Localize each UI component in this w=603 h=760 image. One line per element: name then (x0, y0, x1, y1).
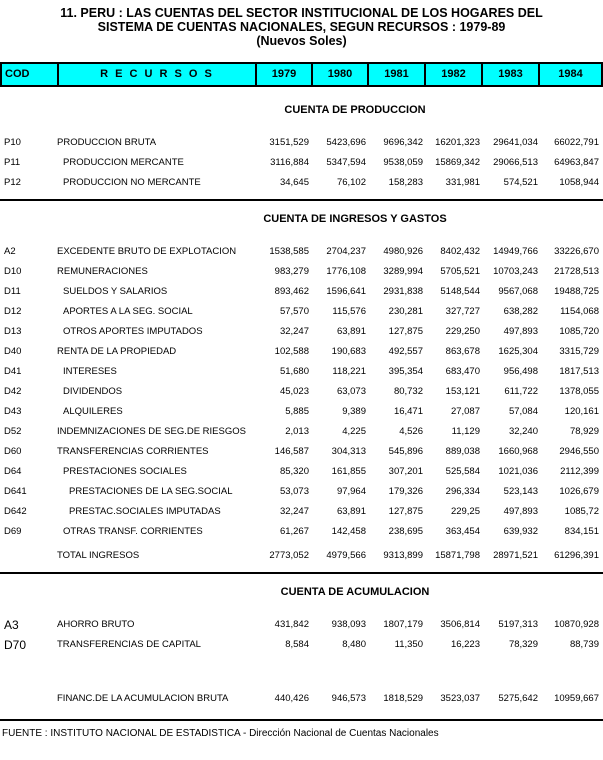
row-value-1980: 76,102 (336, 177, 366, 188)
row-label: DIVIDENDOS (63, 386, 123, 397)
row-value-1981: 238,695 (388, 526, 423, 537)
row-value-1981: 3289,994 (383, 266, 423, 277)
row-value-1983: 10703,243 (493, 266, 538, 277)
row-code: D43 (4, 406, 22, 417)
row-value-1982: 5148,544 (440, 286, 480, 297)
row-code: D40 (4, 346, 22, 357)
row-value-1980: 97,964 (336, 486, 366, 497)
row-code: D41 (4, 366, 22, 377)
row-value-1981: 230,281 (388, 306, 423, 317)
row-value-1983: 639,932 (503, 526, 538, 537)
column-header-1979: 1979 (255, 64, 311, 85)
row-value-1979: 983,279 (274, 266, 309, 277)
column-header-cod: COD (5, 68, 30, 80)
row-value-1981: 395,354 (388, 366, 423, 377)
row-label: RENTA DE LA PROPIEDAD (57, 346, 177, 357)
row-value-1983: 1625,304 (498, 346, 538, 357)
row-code: D70 (4, 638, 27, 652)
row-value-1981: 127,875 (388, 326, 423, 337)
row-label: OTROS APORTES IMPUTADOS (63, 326, 203, 337)
row-value-1982: 683,470 (445, 366, 480, 377)
table-row (0, 522, 603, 542)
row-value-1984: 88,739 (569, 639, 599, 650)
table-row (0, 133, 603, 153)
row-value-1983: 956,498 (503, 366, 538, 377)
row-code: D52 (4, 426, 22, 437)
row-value-1984: 834,151 (564, 526, 599, 537)
row-label: OTRAS TRANSF. CORRIENTES (63, 526, 203, 537)
table-row (0, 546, 603, 566)
row-value-1980: 1776,108 (326, 266, 366, 277)
row-value-1981: 9538,059 (383, 157, 423, 168)
row-label: INDEMNIZACIONES DE SEG.DE RIESGOS (57, 426, 246, 437)
row-value-1979: 5,885 (285, 406, 309, 417)
row-value-1983: 497,893 (503, 326, 538, 337)
row-label: INTERESES (63, 366, 117, 377)
row-label: PRESTACIONES SOCIALES (63, 466, 187, 477)
row-value-1982: 11,129 (451, 426, 480, 437)
row-code: D12 (4, 306, 22, 317)
row-code: P10 (4, 137, 21, 148)
row-value-1982: 5705,521 (440, 266, 480, 277)
row-value-1979: 45,023 (279, 386, 309, 397)
row-value-1979: 34,645 (279, 177, 309, 188)
row-value-1983: 78,329 (508, 639, 538, 650)
table-row (0, 342, 603, 362)
row-code: D60 (4, 446, 22, 457)
row-value-1981: 1818,529 (383, 693, 423, 704)
row-value-1984: 33226,670 (554, 246, 599, 257)
table-row (0, 302, 603, 322)
section-heading: CUENTA DE ACUMULACION (280, 586, 430, 598)
table-row (0, 482, 603, 502)
table-body (0, 104, 603, 709)
section-heading: CUENTA DE PRODUCCION (284, 104, 426, 116)
row-code: P11 (4, 157, 21, 168)
row-value-1982: 363,454 (445, 526, 480, 537)
row-value-1984: 10959,667 (554, 693, 599, 704)
column-header-1982: 1982 (424, 64, 481, 85)
row-value-1982: 27,087 (450, 406, 480, 417)
row-value-1979: 2773,052 (269, 550, 309, 561)
row-code: D641 (4, 486, 27, 497)
table-row (0, 689, 603, 709)
row-value-1983: 5197,313 (498, 619, 538, 630)
row-value-1981: 1807,179 (383, 619, 423, 630)
row-value-1984: 3315,729 (559, 346, 599, 357)
row-value-1983: 57,084 (508, 406, 538, 417)
row-value-1979: 3151,529 (269, 137, 309, 148)
row-value-1979: 32,247 (279, 506, 309, 517)
row-value-1984: 1085,72 (564, 506, 599, 517)
row-value-1984: 2946,550 (559, 446, 599, 457)
row-value-1983: 29641,034 (493, 137, 538, 148)
footer-divider-line (0, 719, 603, 721)
row-value-1980: 4979,566 (326, 550, 366, 561)
table-row (0, 615, 603, 635)
column-header-recursos: R E C U R S O S (57, 64, 255, 85)
row-label: ALQUILERES (63, 406, 123, 417)
row-label: AHORRO BRUTO (57, 619, 135, 630)
table-row (0, 462, 603, 482)
row-value-1980: 190,683 (331, 346, 366, 357)
row-value-1980: 8,480 (342, 639, 366, 650)
row-value-1981: 307,201 (388, 466, 423, 477)
row-value-1979: 2,013 (285, 426, 309, 437)
row-value-1984: 1085,720 (559, 326, 599, 337)
table-row (0, 282, 603, 302)
row-value-1984: 1058,944 (559, 177, 599, 188)
row-value-1981: 158,283 (388, 177, 423, 188)
table-row (0, 635, 603, 655)
row-value-1979: 85,320 (279, 466, 309, 477)
row-value-1979: 102,588 (274, 346, 309, 357)
row-value-1984: 64963,847 (554, 157, 599, 168)
row-value-1979: 893,462 (274, 286, 309, 297)
row-code: A3 (4, 618, 19, 632)
row-value-1984: 1026,679 (559, 486, 599, 497)
divider-line (0, 199, 603, 201)
row-value-1984: 120,161 (564, 406, 599, 417)
row-value-1979: 146,587 (274, 446, 309, 457)
table-row (0, 442, 603, 462)
row-value-1982: 15871,798 (435, 550, 480, 561)
row-code: D13 (4, 326, 22, 337)
row-value-1980: 5347,594 (326, 157, 366, 168)
title-line-1: 11. PERU : LAS CUENTAS DEL SECTOR INSTITUCIONAL DE LOS HOGARES DEL (60, 6, 543, 20)
row-value-1981: 2931,838 (383, 286, 423, 297)
row-label: EXCEDENTE BRUTO DE EXPLOTACION (57, 246, 237, 257)
row-value-1980: 118,221 (332, 366, 366, 377)
row-value-1979: 57,570 (279, 306, 309, 317)
row-value-1982: 889,038 (445, 446, 480, 457)
row-value-1979: 8,584 (285, 639, 309, 650)
row-value-1980: 304,313 (331, 446, 366, 457)
row-code: D642 (4, 506, 27, 517)
row-value-1981: 16,471 (393, 406, 423, 417)
row-value-1983: 28971,521 (493, 550, 538, 561)
row-label: APORTES A LA SEG. SOCIAL (63, 306, 193, 317)
row-label: PRESTAC.SOCIALES IMPUTADAS (69, 506, 221, 517)
row-label: TRANSFERENCIAS DE CAPITAL (57, 639, 201, 650)
row-value-1984: 61296,391 (554, 550, 599, 561)
row-value-1981: 9313,899 (383, 550, 423, 561)
spacer (0, 655, 603, 689)
row-value-1983: 32,240 (508, 426, 538, 437)
row-value-1980: 1596,641 (326, 286, 366, 297)
row-code: D10 (4, 266, 22, 277)
table-row (0, 262, 603, 282)
row-value-1983: 1021,036 (498, 466, 538, 477)
row-value-1979: 3116,884 (270, 157, 309, 168)
row-value-1982: 16,223 (450, 639, 480, 650)
row-value-1980: 63,073 (336, 386, 366, 397)
row-value-1982: 863,678 (445, 346, 480, 357)
table-row (0, 502, 603, 522)
column-header-1981: 1981 (367, 64, 424, 85)
row-value-1980: 2704,237 (326, 246, 366, 257)
row-label: PRODUCCION NO MERCANTE (63, 177, 201, 188)
row-value-1983: 574,521 (503, 177, 538, 188)
row-value-1980: 63,891 (336, 506, 366, 517)
table-row (0, 402, 603, 422)
title-line-2: SISTEMA DE CUENTAS NACIONALES, SEGUN RECURSOS : 1979-89 (97, 20, 506, 34)
row-value-1981: 9696,342 (383, 137, 423, 148)
row-code: D42 (4, 386, 22, 397)
divider-line (0, 572, 603, 574)
row-label: PRODUCCION MERCANTE (63, 157, 184, 168)
row-value-1982: 331,981 (445, 177, 480, 188)
row-value-1980: 63,891 (336, 326, 366, 337)
row-value-1984: 1378,055 (559, 386, 599, 397)
row-code: D11 (4, 286, 21, 297)
row-value-1979: 32,247 (279, 326, 309, 337)
row-value-1983: 14949,766 (493, 246, 538, 257)
row-value-1980: 115,576 (332, 306, 366, 317)
row-value-1984: 21728,513 (554, 266, 599, 277)
document-title (0, 6, 603, 48)
row-value-1981: 4,526 (399, 426, 423, 437)
row-value-1982: 8402,432 (440, 246, 480, 257)
table-row (0, 362, 603, 382)
row-value-1980: 161,855 (331, 466, 366, 477)
row-value-1980: 4,225 (342, 426, 366, 437)
row-value-1979: 440,426 (274, 693, 309, 704)
row-value-1984: 10870,928 (554, 619, 599, 630)
row-value-1979: 61,267 (279, 526, 309, 537)
row-value-1982: 229,250 (445, 326, 480, 337)
row-label: TOTAL INGRESOS (57, 550, 140, 561)
row-value-1981: 11,350 (394, 639, 423, 650)
row-value-1981: 179,326 (388, 486, 423, 497)
row-value-1984: 1154,068 (560, 306, 599, 317)
row-value-1982: 16201,323 (435, 137, 480, 148)
row-value-1979: 53,073 (279, 486, 309, 497)
source-note: FUENTE : INSTITUTO NACIONAL DE ESTADISTICA - Dirección Nacional de Cuentas Nacionales (2, 728, 439, 739)
row-value-1982: 3523,037 (440, 693, 480, 704)
row-code: D64 (4, 466, 22, 477)
row-label: REMUNERACIONES (57, 266, 148, 277)
row-value-1981: 492,557 (388, 346, 423, 357)
table-row (0, 382, 603, 402)
row-value-1982: 3506,814 (440, 619, 480, 630)
row-value-1979: 431,842 (274, 619, 309, 630)
row-value-1983: 638,282 (503, 306, 538, 317)
column-header-1984: 1984 (538, 64, 601, 85)
section-heading: CUENTA DE INGRESOS Y GASTOS (263, 213, 447, 225)
row-code: A2 (4, 246, 16, 257)
table-header-row (0, 62, 603, 87)
table-row (0, 153, 603, 173)
row-value-1982: 153,121 (445, 386, 480, 397)
row-value-1983: 523,143 (503, 486, 538, 497)
row-value-1980: 9,389 (342, 406, 366, 417)
row-value-1981: 127,875 (388, 506, 423, 517)
row-value-1984: 19488,725 (554, 286, 599, 297)
row-value-1982: 229,25 (450, 506, 480, 517)
row-value-1982: 525,584 (445, 466, 480, 477)
row-label: TRANSFERENCIAS CORRIENTES (57, 446, 209, 457)
row-value-1981: 80,732 (393, 386, 423, 397)
row-code: P12 (4, 177, 21, 188)
title-line-3: (Nuevos Soles) (256, 34, 347, 48)
row-value-1979: 1538,585 (269, 246, 309, 257)
row-value-1983: 1660,968 (498, 446, 538, 457)
row-value-1980: 946,573 (331, 693, 366, 704)
row-value-1983: 497,893 (503, 506, 538, 517)
row-value-1983: 9567,068 (498, 286, 538, 297)
row-value-1984: 66022,791 (554, 137, 599, 148)
row-value-1979: 51,680 (279, 366, 309, 377)
row-label: PRESTACIONES DE LA SEG.SOCIAL (69, 486, 233, 497)
row-value-1983: 29066,513 (493, 157, 538, 168)
row-value-1983: 5275,642 (498, 693, 538, 704)
row-value-1980: 938,093 (331, 619, 366, 630)
row-value-1982: 327,727 (445, 306, 480, 317)
row-code: D69 (4, 526, 22, 537)
column-header-1980: 1980 (311, 64, 367, 85)
column-header-1983: 1983 (481, 64, 538, 85)
table-row (0, 322, 603, 342)
row-label: PRODUCCION BRUTA (57, 137, 157, 148)
row-value-1980: 142,458 (331, 526, 366, 537)
row-label: FINANC.DE LA ACUMULACION BRUTA (57, 693, 229, 704)
row-value-1984: 2112,399 (560, 466, 599, 477)
row-value-1981: 4980,926 (383, 246, 423, 257)
row-value-1983: 611,722 (504, 386, 538, 397)
row-value-1982: 15869,342 (435, 157, 480, 168)
table-row (0, 422, 603, 442)
table-row (0, 173, 603, 193)
row-value-1981: 545,896 (388, 446, 423, 457)
row-value-1984: 1817,513 (559, 366, 599, 377)
row-value-1984: 78,929 (569, 426, 599, 437)
row-value-1980: 5423,696 (326, 137, 366, 148)
table-row (0, 242, 603, 262)
row-label: SUELDOS Y SALARIOS (63, 286, 168, 297)
row-value-1982: 296,334 (445, 486, 480, 497)
